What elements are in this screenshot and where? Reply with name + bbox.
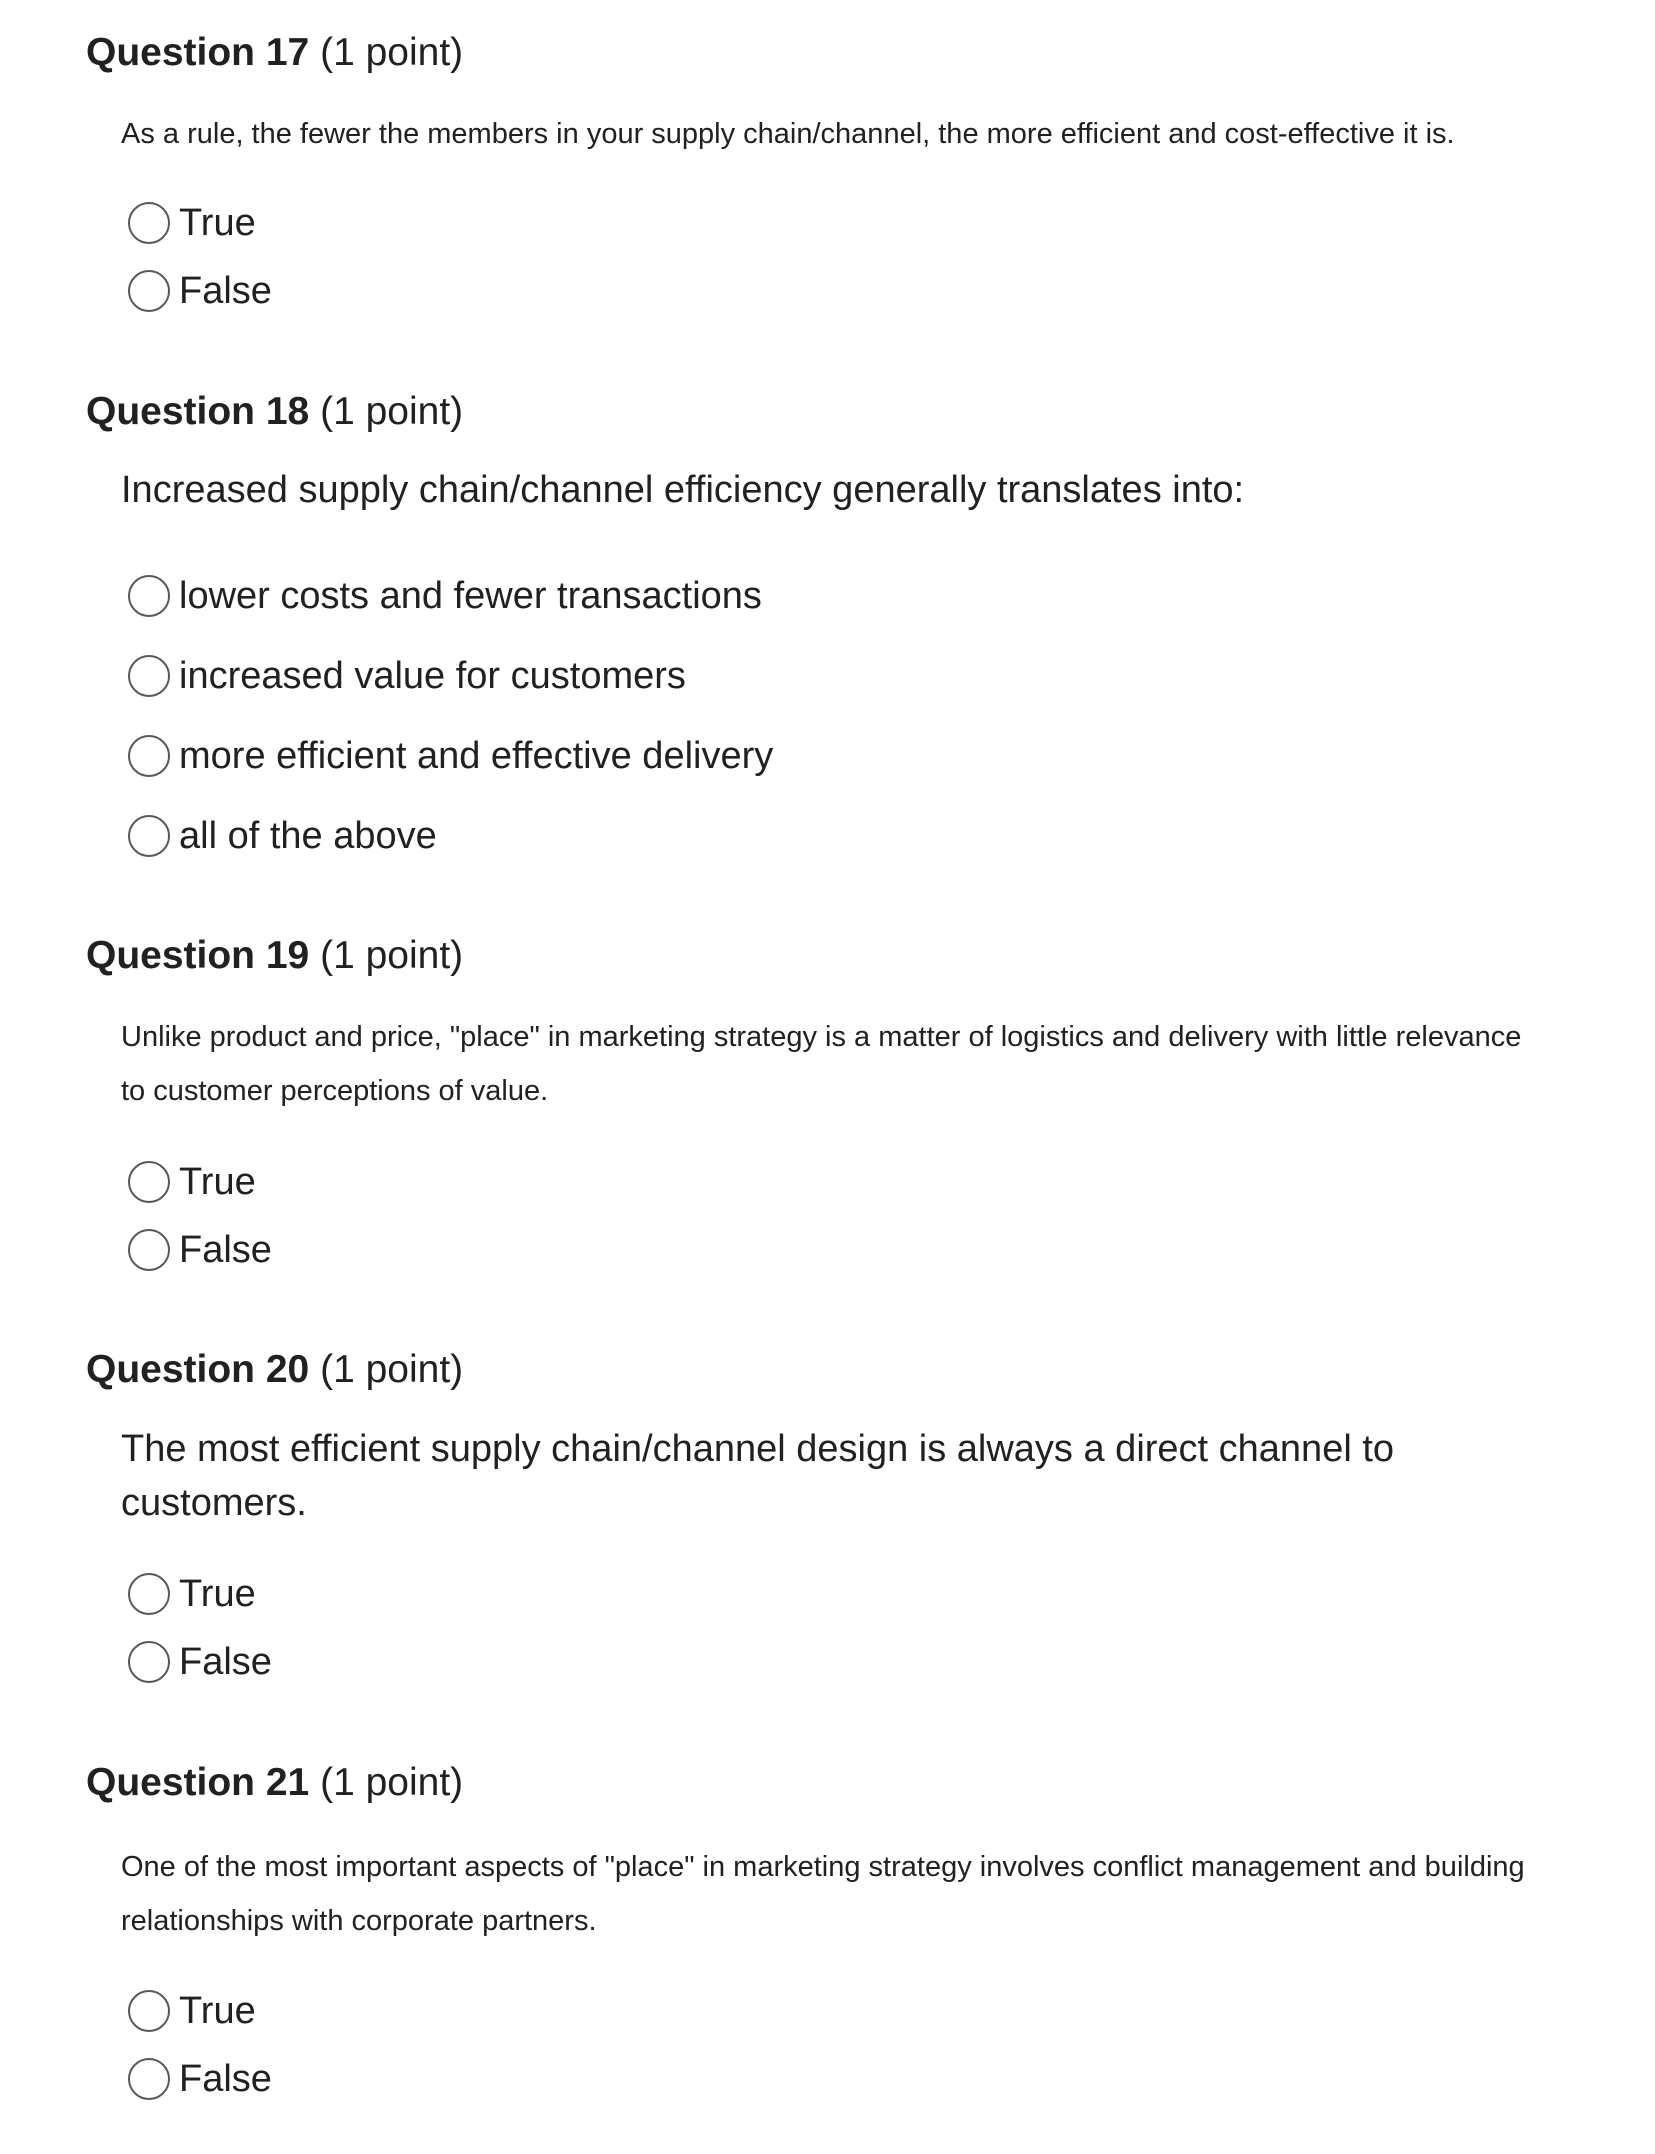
option-b[interactable] [128, 649, 686, 703]
radio-button[interactable] [128, 270, 170, 312]
option-label: more efficient and effective delivery [179, 735, 774, 777]
radio-button[interactable] [128, 202, 170, 244]
question-title: Question 21 [86, 1761, 310, 1804]
option-true[interactable] [128, 1984, 256, 2038]
question-text: The most efficient supply chain/channel design is always a direct channel to customers. [121, 1428, 1395, 1524]
option-false[interactable] [128, 2052, 272, 2106]
question-heading [86, 30, 463, 76]
radio-button[interactable] [128, 575, 170, 617]
question-title: Question 19 [86, 934, 310, 977]
option-label: increased value for customers [179, 655, 686, 697]
question-heading [86, 389, 463, 435]
option-true[interactable] [128, 196, 256, 250]
question-title: Question 20 [86, 1348, 310, 1391]
question-text: Unlike product and price, "place" in marketing strategy is a matter of logistics and delivery with little relevance to customer perceptions of value. [121, 1021, 1522, 1107]
radio-button[interactable] [128, 735, 170, 777]
radio-button[interactable] [128, 1161, 170, 1203]
option-label: True [179, 202, 256, 244]
radio-button[interactable] [128, 1641, 170, 1683]
option-label: False [179, 270, 272, 312]
option-false[interactable] [128, 1635, 272, 1689]
option-a[interactable] [128, 569, 762, 623]
radio-button[interactable] [128, 655, 170, 697]
question-points: (1 point) [320, 934, 464, 977]
question-title: Question 17 [86, 31, 310, 74]
radio-button[interactable] [128, 815, 170, 857]
question-points: (1 point) [320, 1348, 464, 1391]
radio-button[interactable] [128, 1573, 170, 1615]
option-false[interactable] [128, 264, 272, 318]
question-points: (1 point) [320, 390, 464, 433]
radio-button[interactable] [128, 1990, 170, 2032]
option-label: True [179, 1990, 256, 2032]
option-label: True [179, 1161, 256, 1203]
radio-button[interactable] [128, 1229, 170, 1271]
option-label: lower costs and fewer transactions [179, 575, 762, 617]
option-label: False [179, 1229, 272, 1271]
question-text: One of the most important aspects of "place" in marketing strategy involves conflict management and building relationships with corporate partners. [121, 1851, 1525, 1937]
question-points: (1 point) [320, 31, 464, 74]
question-points: (1 point) [320, 1761, 464, 1804]
option-label: False [179, 2058, 272, 2100]
question-title: Question 18 [86, 390, 310, 433]
question-text: As a rule, the fewer the members in your supply chain/channel, the more efficient and cost-effective it is. [121, 118, 1455, 150]
option-label: all of the above [179, 815, 437, 857]
question-heading [86, 1347, 463, 1393]
question-heading [86, 933, 463, 979]
question-heading [86, 1760, 463, 1806]
option-false[interactable] [128, 1223, 272, 1277]
option-d[interactable] [128, 809, 437, 863]
option-label: True [179, 1573, 256, 1615]
option-true[interactable] [128, 1155, 256, 1209]
radio-button[interactable] [128, 2058, 170, 2100]
option-c[interactable] [128, 729, 773, 783]
option-true[interactable] [128, 1567, 256, 1621]
question-text: Increased supply chain/channel efficiency generally translates into: [121, 469, 1245, 511]
option-label: False [179, 1641, 272, 1683]
